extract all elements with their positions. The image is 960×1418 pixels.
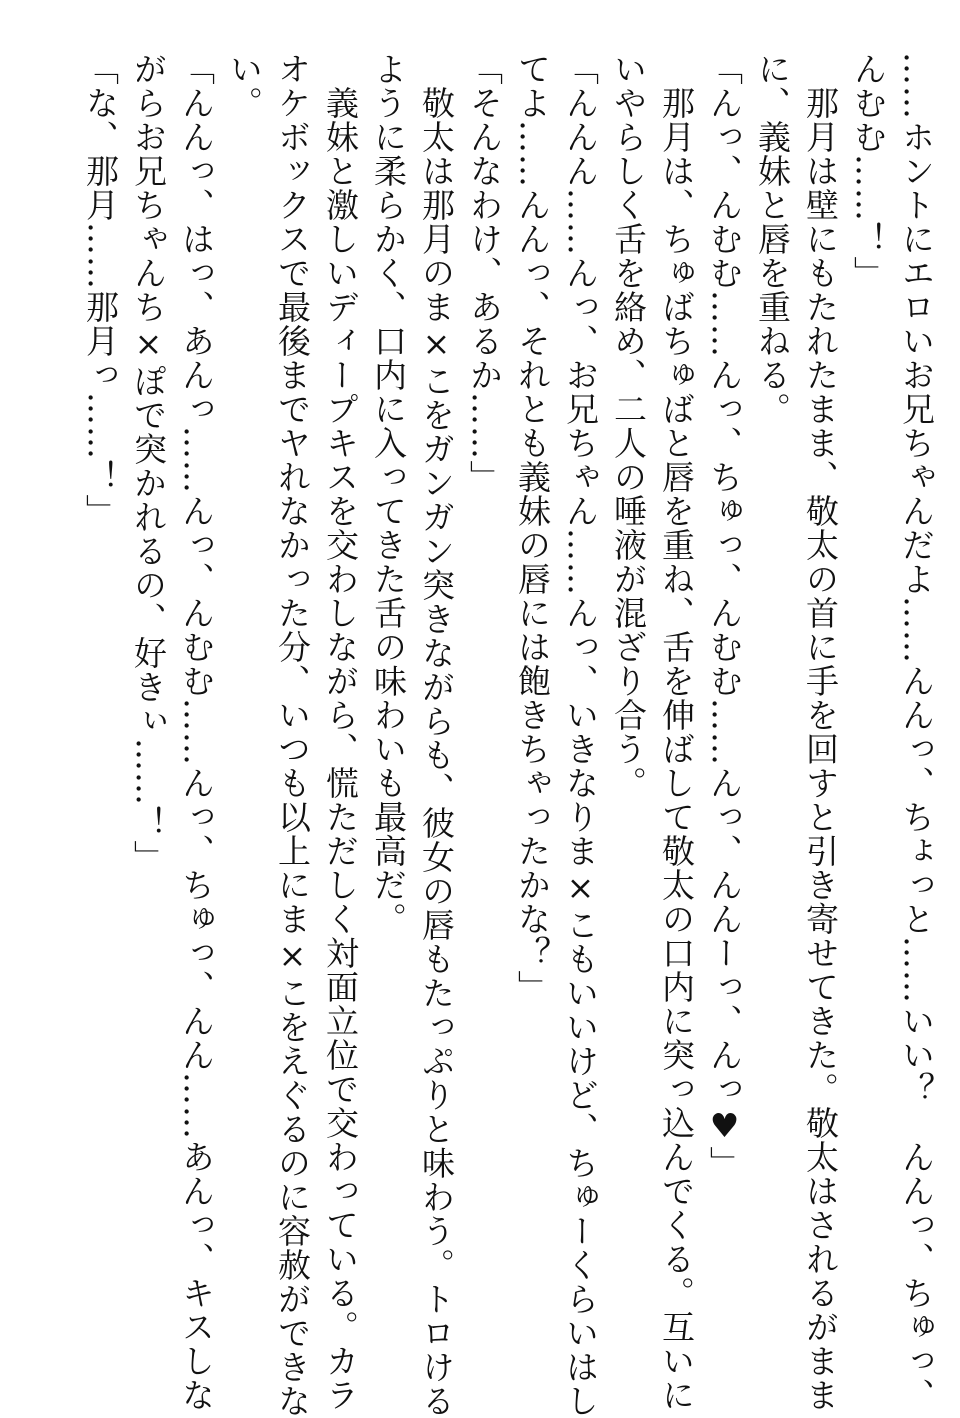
text-line: 敬太は那月のま×こをガンガン突きながらも、彼女の唇もたっぷりと味わう。トロける	[417, 52, 456, 1418]
text-line: んむむ……！」	[849, 52, 888, 290]
text-line: い。	[225, 52, 264, 120]
text-line: 「な、那月……那月っ……！」	[81, 52, 120, 528]
text-line: ……ホントにエロいお兄ちゃんだよ……んんっ、ちょっと……いい？ んんっ、ちゅっ、	[897, 52, 936, 1412]
text-line: 「んっ、んむむ……んっ、ちゅっ、んむむ……んっ、んんーっ、んっ♥」	[705, 52, 744, 1180]
text-line: ように柔らかく、口内に入ってきた舌の味わいも最高だ。	[369, 52, 408, 936]
text-line: に、義妹と唇を重ねる。	[753, 52, 792, 426]
text-line: 義妹と激しいディープキスを交わしながら、慌ただしく対面立位で交わっている。カラ	[321, 52, 360, 1412]
vertical-text-body	[76, 52, 940, 1418]
text-line: 「んんん……んっ、お兄ちゃん……んっ、いきなりま×こもいいけど、ちゅーくらいはし	[561, 52, 600, 1418]
text-line: 「そんなわけ、あるか……」	[465, 52, 504, 494]
text-line: 那月は壁にもたれたまま、敬太の首に手を回すと引き寄せてきた。敬太はされるがまま	[801, 52, 840, 1412]
text-line: 那月は、ちゅばちゅばと唇を重ね、舌を伸ばして敬太の口内に突っ込んでくる。互いに	[657, 52, 696, 1412]
text-line: 「んんっ、はっ、あんっ……んっ、んむむ……んっ、ちゅっ、んん……あんっ、キスしな	[177, 52, 216, 1412]
text-line: いやらしく舌を絡め、二人の唾液が混ざり合う。	[609, 52, 648, 800]
text-line: てよ……んんっ、それとも義妹の唇には飽きちゃったかな？」	[513, 52, 552, 1004]
text-line: オケボックスで最後までヤれなかった分、いつも以上にま×こをえぐるのに容赦ができな	[273, 52, 312, 1418]
text-line: がらお兄ちゃんち×ぽで突かれるの、好きぃ……！」	[129, 52, 168, 874]
